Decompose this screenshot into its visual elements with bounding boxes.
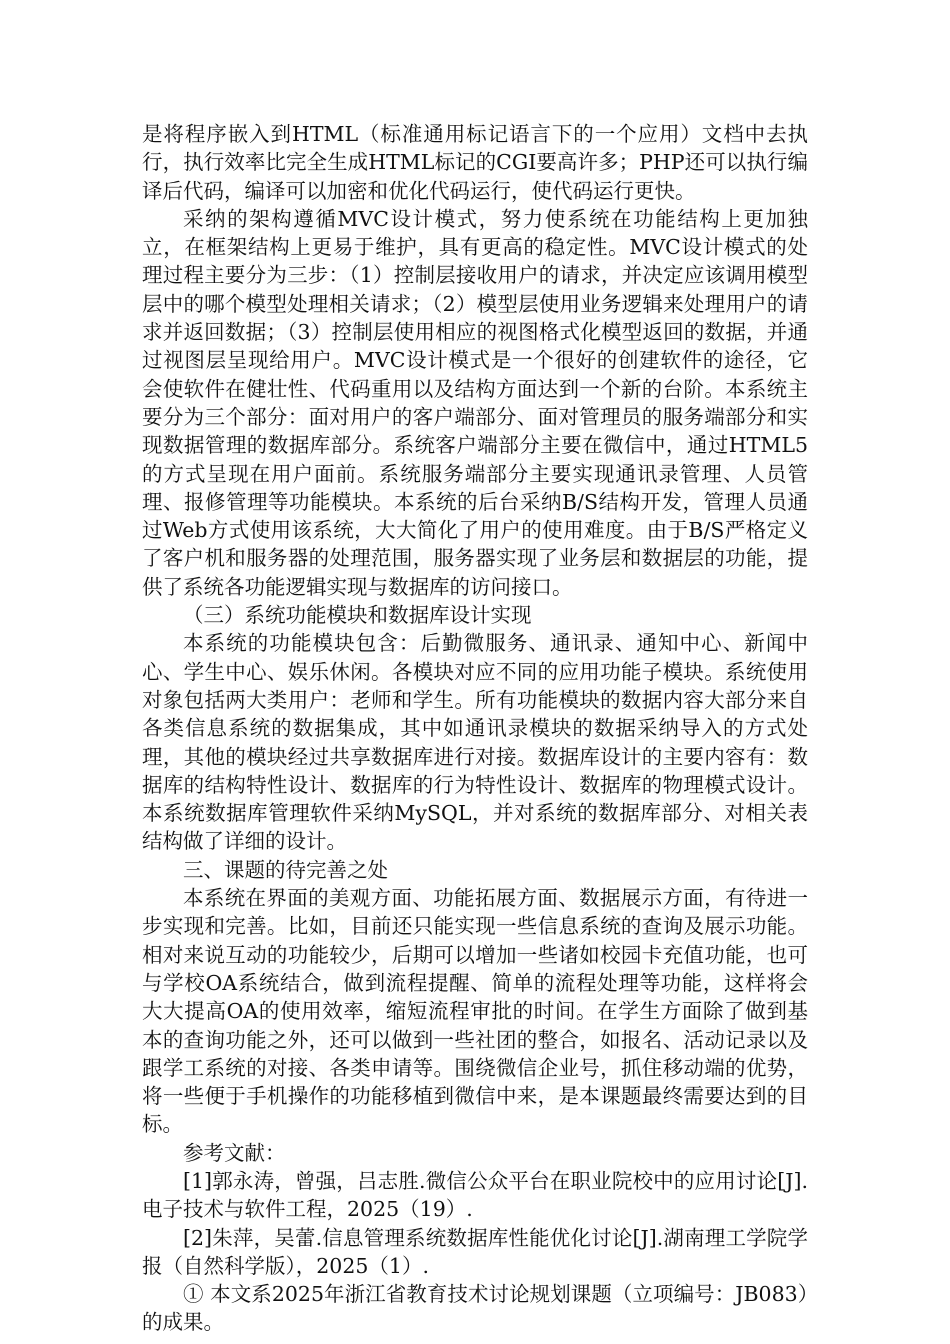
document-page <box>142 120 808 1337</box>
reference-item-1: [1]郭永涛，曾强，吕志胜.微信公众平台在职业院校中的应用讨论[J].电子技术与软件工程，2025（19）. <box>142 1168 808 1222</box>
references-heading: 参考文献： <box>183 1140 286 1165</box>
footnote-funding: ① 本文系2025年浙江省教育技术讨论规划课题（立项编号：JB083）的成果。 <box>142 1282 808 1335</box>
paragraph-function-modules: 本系统的功能模块包含：后勤微服务、通讯录、通知中心、新闻中心、学生中心、娱乐休闲。各模块对应不同的应用功能子模块。系统使用对象包括两大类用户：老师和学生。所有功能模块的数据内容大部分来自各类信息系统的数据集成，其中如通讯录模块的数据采纳导入的方式处理，其他的模块经过共享数据库进行对接。数据库设计的主要内容有：数据库的结构特性设计、数据库的行为特性设计、数据库的物理模式设计。本系统数据库管理软件采纳MySQL，并对系统的数据库部分、对相关表结构做了详细的设计。 <box>142 631 808 854</box>
section-heading-improvements: 三、课题的待完善之处 <box>183 857 388 882</box>
paragraph-mvc-architecture: 采纳的架构遵循MVC设计模式，努力使系统在功能结构上更加独立，在框架结构上更易于维护，具有更高的稳定性。MVC设计模式的处理过程主要分为三步：（1）控制层接收用户的请求，并决定应该调用模型层中的哪个模型处理相关请求；（2）模型层使用业务逻辑来处理用户的请求并返回数据；（3）控制层使用相应的视图格式化模型返回的数据，并通过视图层呈现给用户。MVC设计模式是一个很好的创建软件的途径，它会使软件在健壮性、代码重用以及结构方面达到一个新的台阶。本系统主要分为三个部分：面对用户的客户端部分、面对管理员的服务端部分和实现数据管理的数据库部分。系统客户端部分主要在微信中，通过HTML5的方式呈现在用户面前。系统服务端部分主要实现通讯录管理、人员管理、报修管理等功能模块。本系统的后台采纳B/S结构开发，管理人员通过Web方式使用该系统，大大简化了用户的使用难度。由于B/S严格定义了客户机和服务器的处理范围，服务器实现了业务层和数据层的功能，提供了系统各功能逻辑实现与数据库的访问接口。 <box>142 206 808 599</box>
section-heading-modules-database: （三）系统功能模块和数据库设计实现 <box>183 603 532 628</box>
paragraph-improvements: 本系统在界面的美观方面、功能拓展方面、数据展示方面，有待进一步实现和完善。比如，目前还只能实现一些信息系统的查询及展示功能。相对来说互动的功能较少，后期可以增加一些诸如校园卡充值功能，也可与学校OA系统结合，做到流程提醒、简单的流程处理等功能，这样将会大大提高OA的使用效率，缩短流程审批的时间。在学生方面除了做到基本的查询功能之外，还可以做到一些社团的整合，如报名、活动记录以及跟学工系统的对接、各类申请等。围绕微信企业号，抓住移动端的优势，将一些便于手机操作的功能移植到微信中来，是本课题最终需要达到的目标。 <box>142 886 808 1137</box>
reference-item-2: [2]朱萍，吴蕾.信息管理系统数据库性能优化讨论[J].湖南理工学院学报（自然科学版），2025（1）. <box>142 1225 808 1278</box>
paragraph-php-execution: 是将程序嵌入到HTML（标准通用标记语言下的一个应用）文档中去执行，执行效率比完全生成HTML标记的CGI要高许多；PHP还可以执行编译后代码，编译可以加密和优化代码运行，使代码运行更快。 <box>142 122 808 203</box>
